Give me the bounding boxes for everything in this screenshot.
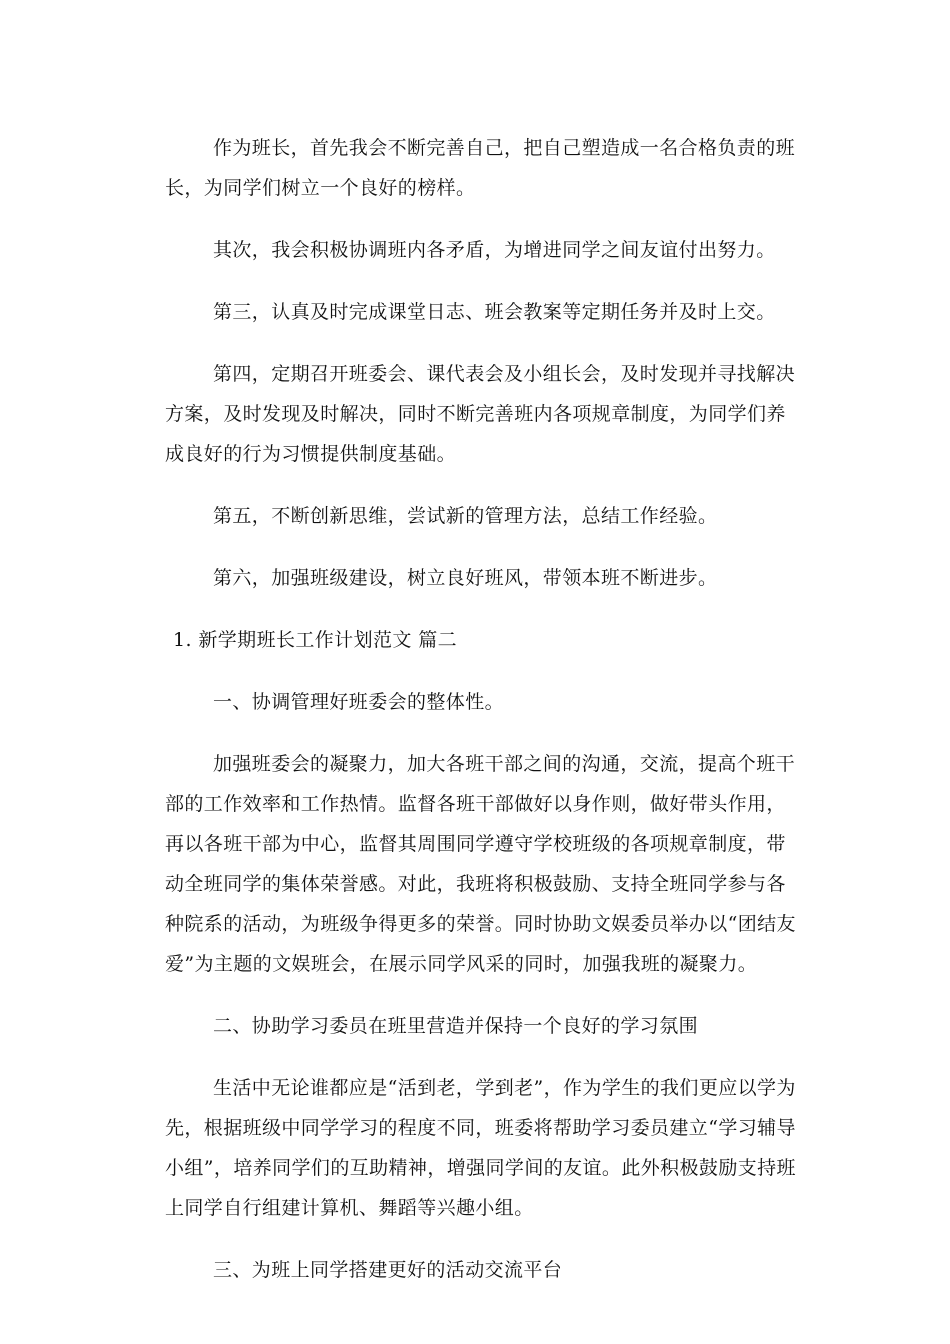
subheading-three: 三、为班上同学搭建更好的活动交流平台 xyxy=(213,1259,563,1281)
subheading-two: 二、协助学习委员在班里营造并保持一个良好的学习氛围 xyxy=(213,1015,699,1037)
paragraph-second: 其次，我会积极协调班内各矛盾，为增进同学之间友谊付出努力。 xyxy=(213,239,776,261)
paragraph-class-monitor-intro: 作为班长，首先我会不断完善自己，把自己塑造成一名合格负责的班长，为同学们树立一个良好的榜样。 xyxy=(165,137,796,199)
paragraph-fourth: 第四，定期召开班委会、课代表会及小组长会，及时发现并寻找解决方案，及时发现及时解决，同时不断完善班内各项规章制度，为同学们养成良好的行为习惯提供制度基础。 xyxy=(165,363,796,465)
paragraph-committee-cohesion: 加强班委会的凝聚力，加大各班干部之间的沟通，交流，提高个班干部的工作效率和工作热情。监督各班干部做好以身作则，做好带头作用，再以各班干部为中心，监督其周围同学遵守学校班级的各项规章制度，带动全班同学的集体荣誉感。对此，我班将积极鼓励、支持全班同学参与各种院系的活动，为班级争得更多的荣誉。同时协助文娱委员举办以“团结友爱”为主题的文娱班会，在展示同学风采的同时，加强我班的凝聚力。 xyxy=(165,753,796,975)
paragraph-third: 第三，认真及时完成课堂日志、班会教案等定期任务并及时上交。 xyxy=(213,301,776,323)
subheading-one: 一、协调管理好班委会的整体性。 xyxy=(213,691,505,713)
paragraph-fifth: 第五，不断创新思维，尝试新的管理方法，总结工作经验。 xyxy=(213,505,718,527)
document-body xyxy=(165,128,805,1290)
paragraph-sixth: 第六，加强班级建设，树立良好班风，带领本班不断进步。 xyxy=(213,567,718,589)
section-heading-part-two: 1. 新学期班长工作计划范文 篇二 xyxy=(173,629,458,651)
paragraph-study-atmosphere: 生活中无论谁都应是“活到老，学到老”，作为学生的我们更应以学为先，根据班级中同学学习的程度不同，班委将帮助学习委员建立“学习辅导小组”，培养同学们的互助精神，增强同学间的友谊。此外积极鼓励支持班上同学自行组建计算机、舞蹈等兴趣小组。 xyxy=(165,1077,796,1219)
